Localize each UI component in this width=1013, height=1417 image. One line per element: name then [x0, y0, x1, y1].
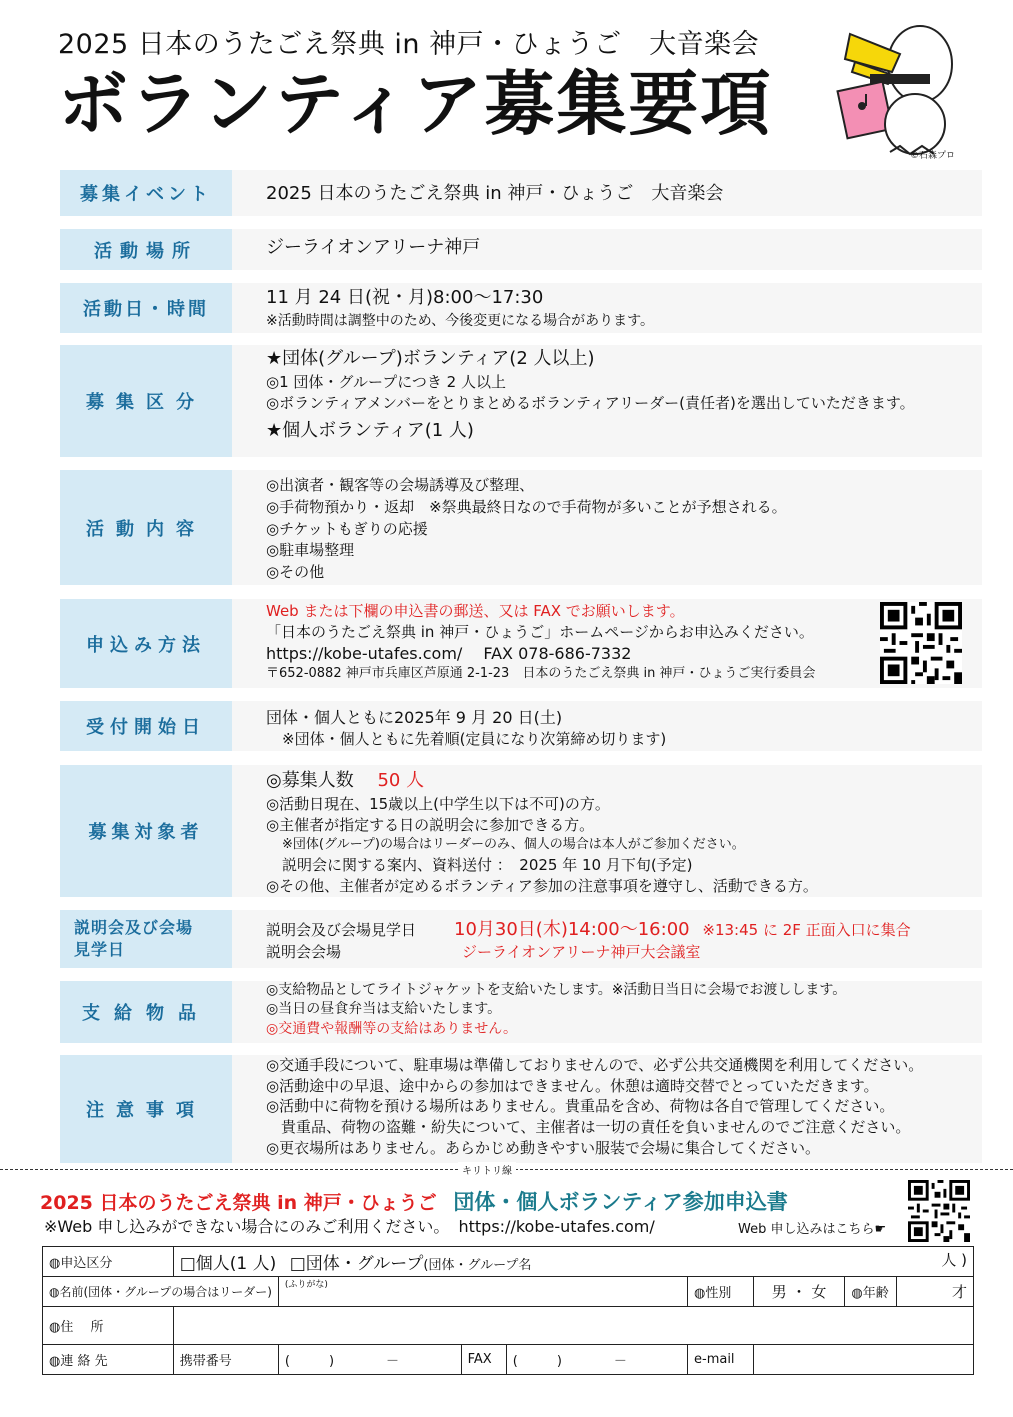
mobile-label: 携帯番号 [173, 1345, 278, 1375]
target-rule-note: ※団体(グループ)の場合はリーダーのみ、個人の場合は本人がご参加ください。 [282, 837, 745, 853]
target-count-value: 50 人 [377, 770, 425, 791]
note-item: 貴重品、荷物の盗難・紛失について、主催者は一切の責任を負いませんのでご注意ください。 [266, 1118, 911, 1137]
label-apply: 申込み方法 [60, 599, 232, 688]
form-note [44, 1214, 655, 1237]
apply-address: 〒652-0882 神戸市兵庫区芦原通 2-1-23 日本のうたごえ祭典 in 神戸・ひょうご実行委員会 [266, 666, 816, 682]
supply-item: ◎当日の昼食弁当は支給いたします。 [266, 1001, 502, 1018]
copyright-note: ©石森プロ [910, 151, 956, 161]
furigana-label: (ふりがな) [284, 1280, 328, 1290]
activity-item: ◎手荷物預かり・返却 ※祭典最終日なので手荷物が多いことが予想される。 [266, 497, 787, 516]
form-note-text: ※Web 申し込みができない場合にのみご利用ください。 [44, 1217, 450, 1236]
start-note: ※団体・個人ともに先着順(定員になり次第締め切ります) [282, 730, 667, 749]
label-briefing [60, 910, 232, 968]
note-item: ◎交通手段について、駐車場は準備しておりませんので、必ず公共交通機関を利用してください。 [266, 1056, 924, 1074]
email-input[interactable] [753, 1345, 973, 1375]
cut-line-label: キリトリ線 [458, 1162, 516, 1177]
briefing-venue-value: ジーライオンアリーナ神戸大会議室 [462, 943, 701, 962]
briefing-venue-key: 説明会会場 [266, 943, 342, 962]
gender-options[interactable]: 男 ・ 女 [753, 1277, 845, 1307]
label-datetime: 活動日・時間 [60, 283, 232, 333]
apply-url-fax: https://kobe-utafes.com/ FAX 078-686-7332 [266, 644, 632, 663]
field-label-address: ◍住 所 [43, 1307, 174, 1345]
venue-name: ジーライオンアリーナ神戸 [266, 237, 481, 258]
label-briefing-line1: 説明会及び会場 [74, 918, 194, 938]
activity-date: 11 月 24 日(祝・月)8:00～17:30 [266, 287, 544, 308]
label-category: 募集区分 [60, 345, 232, 457]
label-briefing-line2: 見学日 [74, 940, 126, 959]
event-name: 2025 日本のうたごえ祭典 in 神戸・ひょうご 大音楽会 [266, 183, 724, 204]
label-supplies: 支給物品 [60, 981, 232, 1043]
row-venue [60, 229, 982, 270]
briefing-date-value: 10月30日(木)14:00～16:00 [454, 919, 690, 940]
mobile-input[interactable]: ( ) － [278, 1345, 461, 1375]
email-label: e-mail [688, 1345, 754, 1375]
target-briefing-note: 説明会に関する案内、資料送付 ： 2025 年 10 月下旬(予定) [282, 855, 693, 874]
row-activities [60, 470, 982, 585]
row-category [60, 345, 982, 457]
fax-input[interactable]: ( ) － [506, 1345, 687, 1375]
field-label-contact: ◍連 絡 先 [43, 1345, 174, 1375]
row-event [60, 170, 982, 216]
activity-date-note: ※活動時間は調整中のため、今後変更になる場合があります。 [266, 313, 655, 330]
form-note-url[interactable]: https://kobe-utafes.com/ [458, 1217, 655, 1236]
supply-item: ◎支給物品としてライトジャケットを支給いたします。※活動日当日に会場でお渡しします。 [266, 982, 847, 998]
row-supplies [60, 981, 982, 1043]
address-input[interactable] [173, 1307, 973, 1345]
apply-method: Web または下欄の申込書の郵送、又は FAX でお願いします。 [266, 602, 685, 620]
label-event: 募集イベント [60, 170, 232, 216]
persons-unit: 人 ) [941, 1251, 967, 1269]
target-count-label: ◎募集人数 [266, 770, 354, 791]
name-input[interactable] [278, 1277, 687, 1307]
note-item: ◎活動中に荷物を預ける場所はありません。貴重品を含め、荷物は各自で管理してください。 [266, 1097, 895, 1116]
row-datetime [60, 283, 982, 333]
field-label-gender: ◍性別 [688, 1277, 754, 1307]
field-label-name: ◍名前(団体・グループの場合はリーダー) [43, 1277, 279, 1307]
age-input[interactable] [896, 1277, 973, 1307]
group-name-label: (団体・グループ名 [423, 1258, 532, 1273]
target-rule: ◎主催者が指定する日の説明会に参加できる方。 [266, 815, 595, 834]
category-options [173, 1247, 973, 1277]
field-label-category: ◍申込区分 [43, 1247, 174, 1277]
activity-item: ◎チケットもぎりの応援 [266, 519, 428, 538]
form-title [40, 1186, 788, 1216]
label-activities: 活動内容 [60, 470, 232, 585]
category-group-rule2: ◎ボランティアメンバーをとりまとめるボランティアリーダー(責任者)を選出していただきます。 [266, 393, 915, 412]
event-subtitle: 2025 日本のうたごえ祭典 in 神戸・ひょうご 大音楽会 [58, 29, 760, 60]
label-target: 募集対象者 [60, 765, 232, 897]
category-group: ★団体(グループ)ボランティア(2 人以上) [266, 348, 595, 369]
option-group[interactable]: □団体・グループ [289, 1254, 424, 1274]
note-item: ◎更衣場所はありません。あらかじめ動きやすい服装で会場に集合してください。 [266, 1138, 820, 1157]
row-target [60, 765, 982, 897]
apply-web: 「日本のうたごえ祭典 in 神戸・ひょうご」ホームページからお申込みください。 [266, 623, 814, 641]
label-notes: 注意事項 [60, 1055, 232, 1163]
supply-item: ◎交通費や報酬等の支給はありません。 [266, 1020, 518, 1037]
activity-item: ◎その他 [266, 563, 325, 581]
label-venue: 活動場所 [60, 229, 232, 270]
target-rule: ◎活動日現在、15歳以上(中学生以下は不可)の方。 [266, 794, 610, 813]
row-apply [60, 599, 982, 688]
note-item: ◎活動途中の早退、途中からの参加はできません。休憩は適時交替でとっていただきます。 [266, 1076, 879, 1095]
briefing-meeting-note: ※13:45 に 2F 正面入口に集合 [702, 921, 911, 939]
activity-item: ◎駐車場整理 [266, 541, 355, 560]
option-individual[interactable]: □個人(1 人) [179, 1254, 277, 1274]
briefing-date-key: 説明会及び会場見学日 [266, 921, 417, 939]
mascot-illustration [830, 14, 960, 164]
activity-item: ◎出演者・観客等の会場誘導及び整理、 [266, 476, 535, 494]
label-start: 受付開始日 [60, 701, 232, 751]
row-notes [60, 1055, 982, 1163]
application-form [42, 1246, 974, 1375]
row-briefing [60, 910, 982, 968]
form-title-form: 団体・個人ボランティア参加申込書 [453, 1190, 788, 1214]
target-rule: ◎その他、主催者が定めるボランティア参加の注意事項を遵守し、活動できる方。 [266, 876, 818, 895]
field-label-age: ◍年齢 [845, 1277, 897, 1307]
fax-label: FAX [461, 1345, 506, 1375]
page-title: ボランティア募集要項 [58, 63, 773, 145]
row-start [60, 701, 982, 751]
category-individual: ★個人ボランティア(1 人) [266, 420, 474, 442]
category-group-rule1: ◎1 団体・グループにつき 2 人以上 [266, 372, 506, 391]
qr-code-icon[interactable] [880, 602, 962, 684]
form-title-event: 2025 日本のうたごえ祭典 in 神戸・ひょうご [40, 1192, 437, 1214]
qr-code-icon[interactable] [908, 1180, 970, 1242]
age-unit: 才 [951, 1283, 967, 1301]
start-date: 団体・個人ともに2025年 9 月 20 日(土) [266, 708, 563, 727]
web-apply-link[interactable]: Web 申し込みはこちら☛ [738, 1222, 887, 1237]
